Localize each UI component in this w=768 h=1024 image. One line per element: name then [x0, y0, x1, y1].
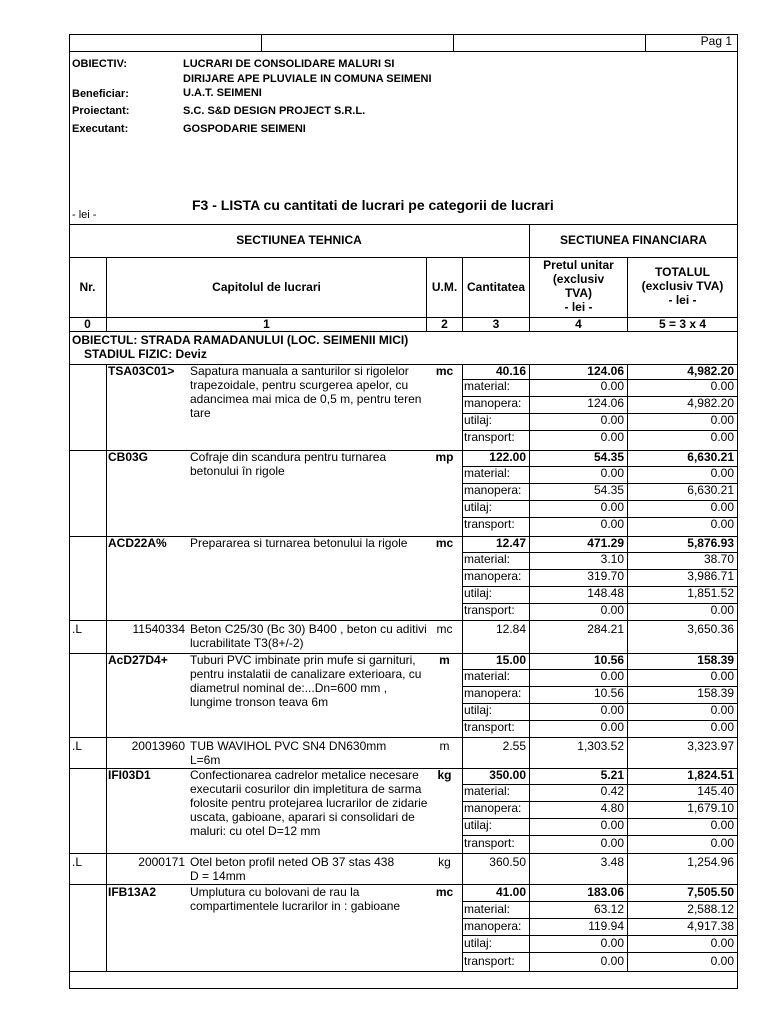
obiectiv-label: OBIECTIV: — [72, 58, 128, 70]
breakdown-label: utilaj: — [464, 413, 493, 427]
breakdown-price: 0.00 — [600, 500, 624, 514]
breakdown-total: 0.00 — [710, 669, 734, 683]
header-cell-divider-3 — [645, 34, 646, 51]
breakdown-price: 0.00 — [600, 603, 624, 617]
col-header-pret-line1: Pretul unitar — [543, 258, 614, 272]
breakdown-label: transport: — [464, 720, 515, 734]
breakdown-label: material: — [464, 379, 511, 393]
item-total: 7,505.50 — [687, 885, 734, 899]
breakdown-price: 3.10 — [600, 552, 624, 566]
breakdown-price: 0.00 — [600, 720, 624, 734]
item-code: AcD27D4+ — [108, 653, 168, 667]
item-total: 1,254.96 — [687, 855, 734, 869]
item-um: mc — [435, 885, 454, 899]
item-quantity: 40.16 — [495, 364, 526, 378]
breakdown-price: 4.80 — [600, 801, 624, 815]
item-code: 2000171 — [138, 855, 185, 869]
breakdown-price: 0.00 — [600, 517, 624, 531]
obiectiv-value-line1: LUCRARI DE CONSOLIDARE MALURI SI — [183, 58, 395, 70]
breakdown-label: transport: — [464, 954, 515, 968]
breakdown-label: transport: — [464, 517, 515, 531]
breakdown-price: 124.06 — [587, 396, 624, 410]
frame-bottom-border — [69, 988, 738, 989]
breakdown-label: manopera: — [464, 801, 522, 815]
breakdown-label: utilaj: — [464, 818, 493, 832]
section-header-divider — [69, 257, 738, 258]
breakdown-price: 0.00 — [600, 836, 624, 850]
breakdown-price: 0.00 — [600, 379, 624, 393]
col-header-nr: Nr. — [79, 280, 96, 294]
breakdown-total: 0.00 — [710, 413, 734, 427]
beneficiar-label: Beneficiar: — [72, 88, 129, 100]
item-total: 158.39 — [697, 653, 734, 667]
item-um: m — [439, 653, 450, 667]
breakdown-total: 6,630.21 — [687, 483, 734, 497]
col-number-1: 1 — [263, 317, 270, 331]
section-tehnica: SECTIUNEA TEHNICA — [236, 233, 362, 247]
breakdown-price: 0.00 — [600, 703, 624, 717]
breakdown-label: transport: — [464, 603, 515, 617]
breakdown-total: 0.00 — [710, 818, 734, 832]
item-quantity: 12.47 — [495, 536, 526, 550]
col-number-3: 3 — [492, 317, 500, 331]
breakdown-price: 0.00 — [600, 669, 624, 683]
breakdown-label: material: — [464, 552, 511, 566]
item-row-separator — [69, 853, 738, 854]
breakdown-total: 38.70 — [703, 552, 734, 566]
item-um: mc — [435, 536, 454, 550]
col-header-total-line3: - lei - — [668, 293, 697, 307]
col-header-cantitate: Cantitatea — [466, 280, 525, 294]
page-number: Pag 1 — [700, 34, 732, 48]
currency-note: - lei - — [72, 209, 97, 221]
document-title: F3 - LISTA cu cantitati de lucrari pe categorii de lucrari — [192, 197, 554, 213]
obiectiv-value-line2: DIRIJARE APE PLUVIALE IN COMUNA SEIMENI — [183, 73, 432, 85]
header-row-divider — [69, 51, 738, 52]
item-unit-price: 10.56 — [593, 653, 624, 667]
item-quantity: 360.50 — [489, 855, 526, 869]
item-unit-price: 183.06 — [587, 885, 624, 899]
col-header-pret-line3: TVA) — [564, 286, 593, 300]
column-numbers-divider — [69, 331, 738, 332]
item-description: Sapatura manuala a santurilor si rigolelor trapezoidale, pentru scurgerea apelor, cu adancimea mai mica de 0,5 m, pentru teren tare — [190, 364, 422, 420]
breakdown-price: 54.35 — [593, 483, 624, 497]
header-cell-divider-2 — [453, 34, 454, 51]
breakdown-price: 0.00 — [600, 413, 624, 427]
col-number-4: 4 — [575, 317, 582, 331]
item-unit-price: 284.21 — [587, 622, 624, 636]
item-um: mc — [436, 622, 453, 636]
executant-value: GOSPODARIE SEIMENI — [183, 123, 306, 135]
breakdown-price: 0.00 — [600, 818, 624, 832]
item-total: 5,876.93 — [687, 536, 734, 550]
item-um: kg — [437, 768, 452, 782]
breakdown-label: transport: — [464, 836, 515, 850]
beneficiar-value: U.A.T. SEIMENI — [183, 87, 262, 99]
item-quantity: 2.55 — [502, 739, 526, 753]
breakdown-total: 2,588.12 — [687, 902, 734, 916]
item-quantity: 12.84 — [495, 622, 526, 636]
item-marker: .L — [72, 622, 83, 636]
frame-right-border — [737, 34, 738, 989]
item-code: IFI03D1 — [108, 768, 151, 782]
header-cell-divider-1 — [261, 34, 262, 51]
breakdown-total: 0.00 — [710, 466, 734, 480]
col-header-pret-line4: - lei - — [564, 300, 593, 314]
item-row-separator — [69, 737, 738, 738]
breakdown-label: material: — [464, 669, 511, 683]
item-marker: .L — [72, 855, 83, 869]
item-quantity: 41.00 — [495, 885, 526, 899]
item-description: TUB WAVIHOL PVC SN4 DN630mm L=6m — [190, 739, 387, 767]
breakdown-total: 0.00 — [710, 936, 734, 950]
breakdown-price: 148.48 — [587, 586, 624, 600]
breakdown-price: 10.56 — [593, 686, 624, 700]
breakdown-price: 0.42 — [600, 784, 624, 798]
table-top-border — [69, 224, 738, 225]
item-marker: .L — [72, 739, 83, 753]
breakdown-label: material: — [464, 784, 511, 798]
item-um: m — [439, 739, 450, 753]
breakdown-price: 0.00 — [600, 936, 624, 950]
item-total: 4,982.20 — [687, 364, 734, 378]
proiectant-value: S.C. S&D DESIGN PROJECT S.R.L. — [183, 105, 366, 117]
item-total: 3,323.97 — [687, 739, 734, 753]
item-description: Otel beton profil neted OB 37 stas 438 D = 14mm — [190, 855, 395, 883]
breakdown-label: manopera: — [464, 569, 522, 583]
section-financiara: SECTIUNEA FINANCIARA — [560, 233, 707, 247]
item-quantity: 350.00 — [489, 768, 526, 782]
breakdown-total: 158.39 — [697, 686, 734, 700]
breakdown-label: material: — [464, 466, 511, 480]
item-um: kg — [438, 855, 451, 869]
item-unit-price: 54.35 — [593, 450, 624, 464]
item-unit-price: 124.06 — [587, 364, 624, 378]
item-code: 20013960 — [131, 739, 185, 753]
col-header-pret-line2: (exclusiv — [552, 272, 605, 286]
item-row-separator — [69, 620, 738, 621]
frame-top-border — [69, 34, 738, 35]
col-header-um: U.M. — [431, 280, 458, 294]
stadiul-line: STADIUL FIZIC: Deviz — [84, 347, 207, 361]
breakdown-price: 119.94 — [588, 919, 624, 933]
breakdown-total: 1,679.10 — [687, 801, 734, 815]
breakdown-label: utilaj: — [464, 703, 493, 717]
col-header-capitol: Capitolul de lucrari — [212, 280, 321, 294]
breakdown-total: 0.00 — [710, 603, 734, 617]
breakdown-label: utilaj: — [464, 936, 493, 950]
item-quantity: 15.00 — [495, 653, 526, 667]
breakdown-label: manopera: — [464, 919, 522, 933]
item-description: Cofraje din scandura pentru turnarea betonului în rigole — [190, 450, 387, 478]
breakdown-total: 4,982.20 — [687, 396, 734, 410]
breakdown-label: utilaj: — [464, 586, 493, 600]
breakdown-price: 0.00 — [600, 954, 624, 968]
col-number-0: 0 — [84, 317, 91, 331]
item-code: 11540334 — [132, 622, 185, 636]
item-description: Beton C25/30 (Bc 30) B400 , beton cu aditivi lucrabilitate T3(8+/-2) — [190, 622, 427, 650]
item-code: IFB13A2 — [108, 885, 157, 899]
breakdown-label: material: — [464, 902, 511, 916]
col-header-total-line2: (exclusiv TVA) — [641, 279, 724, 293]
frame-left-border — [69, 34, 70, 989]
breakdown-total: 0.00 — [710, 379, 734, 393]
col-number-2: 2 — [441, 317, 448, 331]
breakdown-total: 0.00 — [710, 703, 734, 717]
item-unit-price: 5.21 — [600, 768, 624, 782]
col-number-5: 5 = 3 x 4 — [658, 317, 707, 331]
breakdown-total: 0.00 — [710, 430, 734, 444]
breakdown-label: manopera: — [464, 483, 522, 497]
item-code: CB03G — [108, 450, 149, 464]
executant-label: Executant: — [72, 123, 129, 135]
breakdown-price: 0.00 — [600, 466, 624, 480]
col-header-total-line1: TOTALUL — [655, 265, 710, 279]
breakdown-total: 0.00 — [710, 836, 734, 850]
breakdown-total: 145.40 — [697, 784, 734, 798]
item-description: Prepararea si turnarea betonului la rigole — [190, 536, 408, 550]
item-unit-price: 3.48 — [600, 855, 624, 869]
breakdown-total: 4,917.38 — [687, 919, 734, 933]
body-col-nr — [106, 364, 107, 971]
obiectul-line: OBIECTUL: STRADA RAMADANULUI (LOC. SEIMENII MICI) — [72, 333, 409, 347]
breakdown-total: 0.00 — [710, 720, 734, 734]
item-um: mp — [435, 450, 454, 464]
breakdown-price: 319.70 — [587, 569, 624, 583]
item-unit-price: 471.29 — [587, 536, 624, 550]
breakdown-label: utilaj: — [464, 500, 493, 514]
item-um: mc — [435, 364, 454, 378]
breakdown-label: manopera: — [464, 686, 522, 700]
item-total: 1,824.51 — [687, 768, 734, 782]
item-description: Umplutura cu bolovani de rau la compartimentele lucrarilor in : gabioane — [190, 885, 401, 913]
breakdown-total: 0.00 — [710, 954, 734, 968]
breakdown-total: 0.00 — [710, 517, 734, 531]
breakdown-separator — [462, 952, 738, 953]
item-unit-price: 1,303.52 — [577, 739, 624, 753]
proiectant-label: Proiectant: — [72, 105, 130, 117]
body-bottom-border — [69, 971, 738, 972]
breakdown-total: 0.00 — [710, 500, 734, 514]
item-total: 3,650.36 — [687, 622, 734, 636]
item-code: ACD22A% — [108, 536, 167, 550]
item-description: Confectionarea cadrelor metalice necesare executarii cosurilor din impletitura de sarma folosite pentru protejarea lucrarilor de zidarie uscata, gabioane, aparari si consolidari de maluri: cu otel D=12 mm — [190, 768, 428, 838]
item-code: TSA03C01> — [108, 364, 175, 378]
breakdown-label: transport: — [464, 430, 515, 444]
item-description: Tuburi PVC imbinate prin mufe si garnituri, pentru instalatii de canalizare exterioara, cu diametrul nominal de:...Dn=600 mm , lungime tronson teava 6m — [190, 653, 422, 709]
breakdown-price: 0.00 — [600, 430, 624, 444]
breakdown-price: 63.12 — [593, 902, 624, 916]
item-quantity: 122.00 — [489, 450, 526, 464]
item-total: 6,630.21 — [687, 450, 734, 464]
breakdown-label: manopera: — [464, 396, 522, 410]
breakdown-total: 1,851.52 — [687, 586, 734, 600]
breakdown-total: 3,986.71 — [687, 569, 734, 583]
